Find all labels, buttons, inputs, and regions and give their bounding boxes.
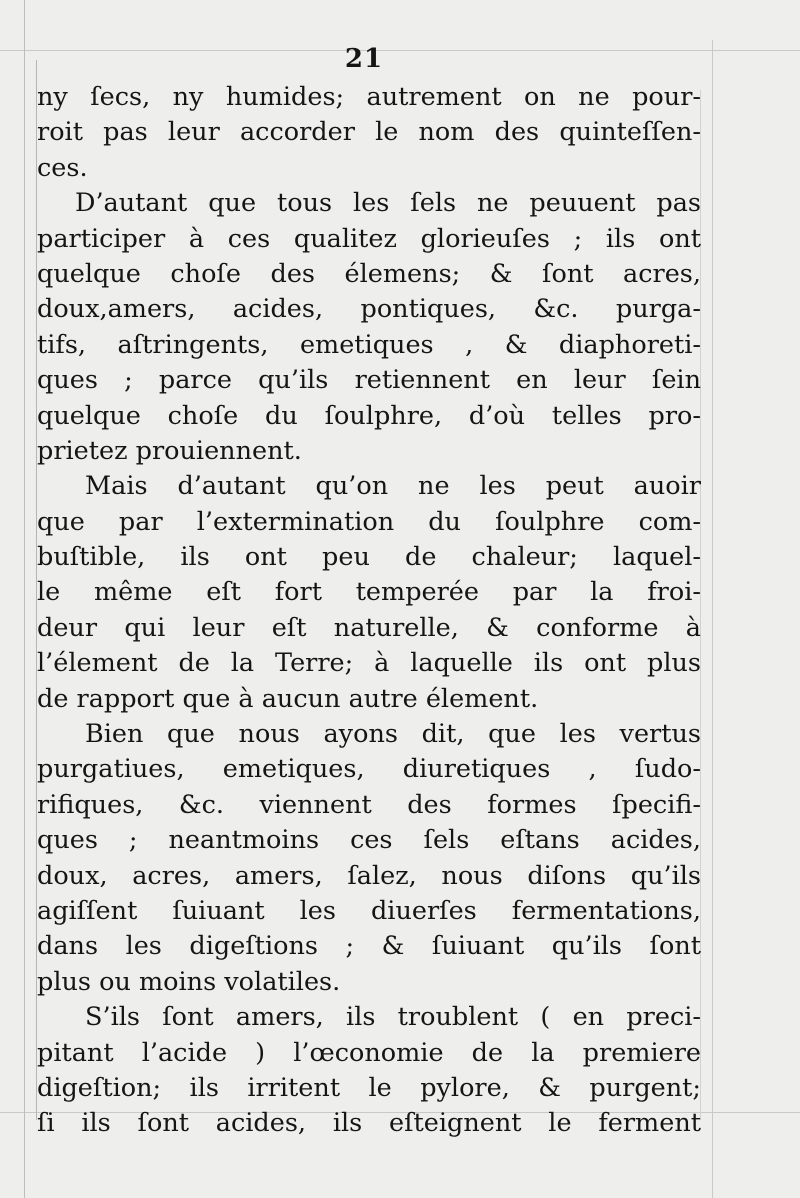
page-number: 21 <box>344 44 384 74</box>
text-line: agiſſent ſuiuant les diuerſes fermentations, <box>37 895 701 926</box>
text-line: roit pas leur accorder le nom des quinteſſen- <box>37 117 701 148</box>
text-line: Mais d’autant qu’on ne les peut auoir <box>85 471 701 502</box>
text-line: de rapport que à aucun autre élement. <box>37 683 539 714</box>
text-line: quelque choſe du ſoulphre, d’où telles pro- <box>37 400 701 431</box>
page-frame-right-rule <box>712 40 713 1198</box>
text-line: l’élement de la Terre; à laquelle ils ont plus <box>37 648 701 679</box>
text-line: doux,amers, acides, pontiques, &c. purga- <box>37 294 701 325</box>
text-line: ques ; neantmoins ces ſels eſtans acides, <box>37 825 701 856</box>
page-frame-left-rule <box>24 0 25 1198</box>
text-line: D’autant que tous les ſels ne peuuent pas <box>75 188 701 219</box>
text-line: que par l’extermination du ſoulphre com- <box>37 506 701 537</box>
text-line: ques ; parce qu’ils retiennent en leur ſein <box>37 365 701 396</box>
text-line: participer à ces qualitez glorieuſes ; ils ont <box>37 223 701 254</box>
text-line: rifiques, &c. viennent des formes ſpecifi- <box>37 789 701 820</box>
text-line: ces. <box>37 152 88 183</box>
page-frame-top-rule <box>0 50 800 51</box>
text-line: pitant l’acide ) l’œconomie de la premiere <box>37 1037 701 1068</box>
text-line: purgatiues, emetiques, diuretiques , ſudo- <box>37 754 701 785</box>
body-text <box>37 80 701 1142</box>
text-line: Bien que nous ayons dit, que les vertus <box>85 719 701 750</box>
text-line: quelque choſe des élemens; & ſont acres, <box>37 258 701 289</box>
text-line: tifs, aſtringents, emetiques , & diaphoreti- <box>37 329 701 360</box>
text-line: plus ou moins volatiles. <box>37 966 341 997</box>
text-line: deur qui leur eſt naturelle, & conforme à <box>37 612 701 643</box>
text-line: doux, acres, amers, ſalez, nous diſons qu’ils <box>37 860 701 891</box>
text-line: le même eſt fort temperée par la froi- <box>37 577 701 608</box>
text-line: ny ſecs, ny humides; autrement on ne pour- <box>37 82 701 112</box>
text-line: S’ils ſont amers, ils troublent ( en preci- <box>85 1002 701 1033</box>
text-line: dans les digeſtions ; & ſuiuant qu’ils ſont <box>37 931 701 962</box>
text-line: digeſtion; ils irritent le pylore, & purgent; <box>37 1072 701 1103</box>
text-line: buſtible, ils ont peu de chaleur; laquel- <box>37 542 701 573</box>
text-line: ſi ils ſont acides, ils eſteignent le ferment <box>37 1108 701 1139</box>
text-line: prietez prouiennent. <box>37 435 302 466</box>
